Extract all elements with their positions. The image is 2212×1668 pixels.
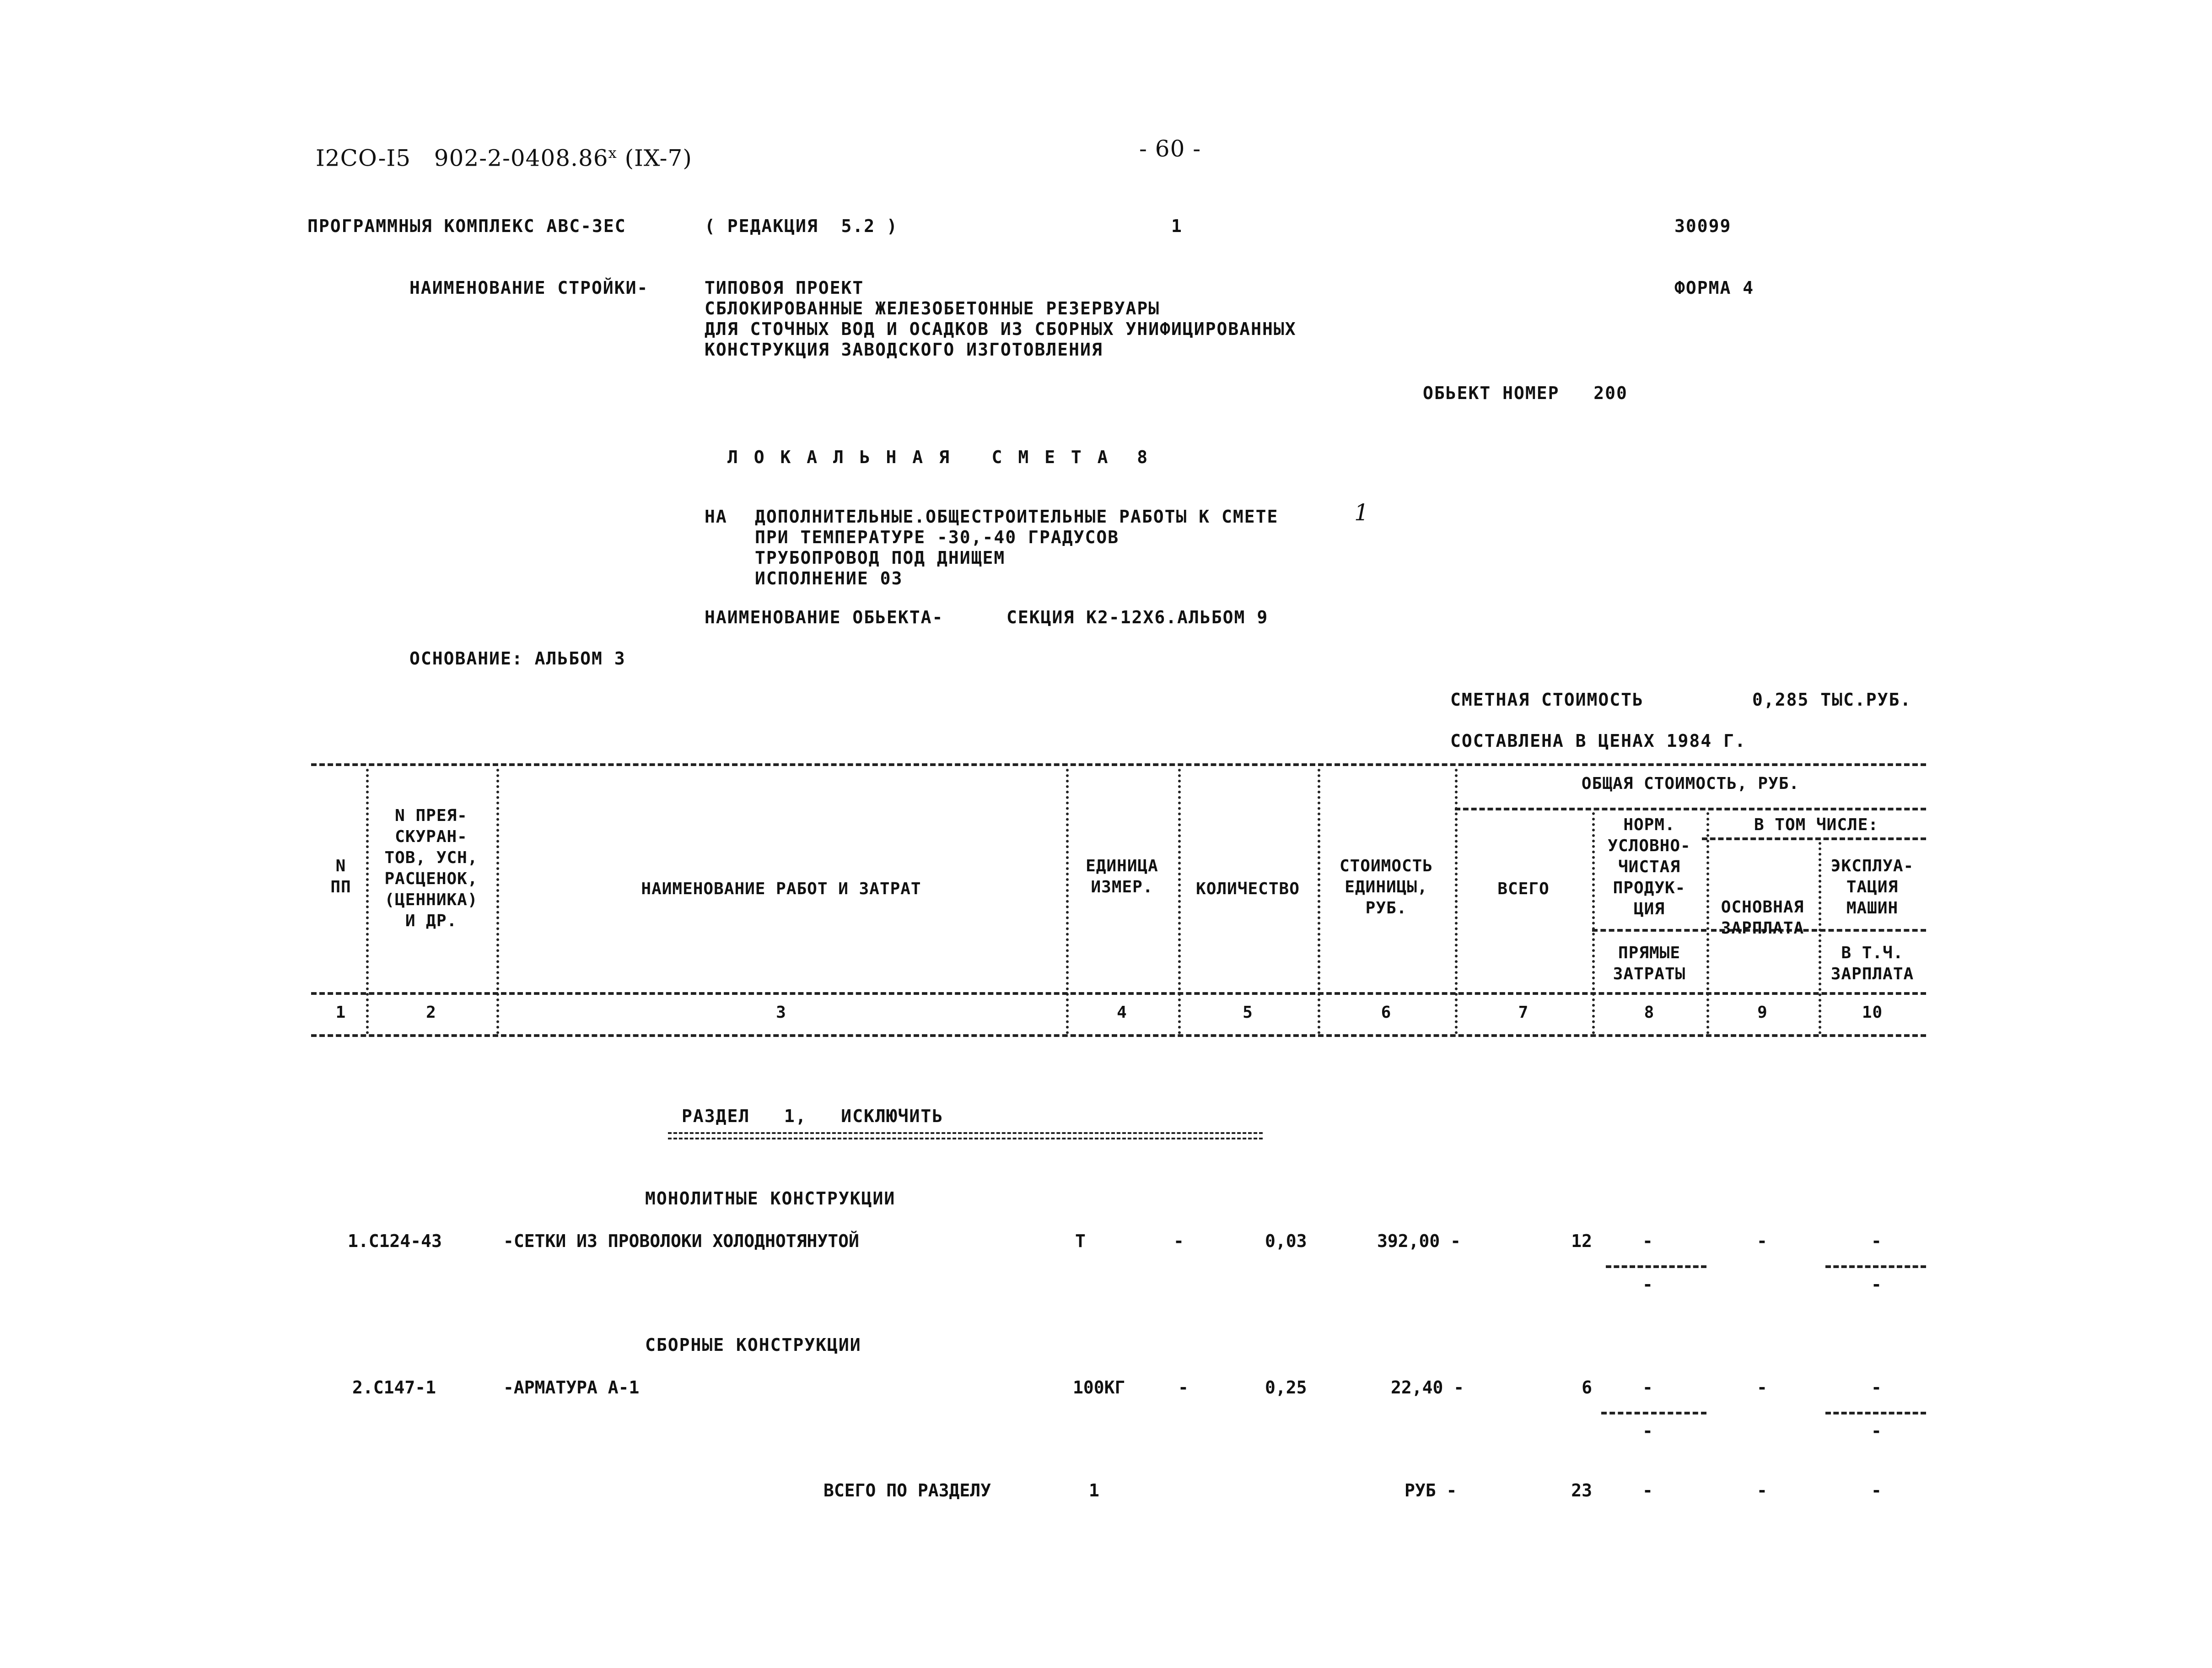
header-col-5: КОЛИЧЕСТВО bbox=[1196, 880, 1300, 898]
group-title-1: МОНОЛИТНЫЕ КОНСТРУКЦИИ bbox=[645, 1188, 896, 1209]
header-bottom-rule bbox=[311, 992, 1926, 995]
row-1-c8b: - bbox=[1642, 1274, 1653, 1295]
header-col-9: ОСНОВНАЯ ЗАРПЛАТА bbox=[1721, 898, 1804, 938]
col-sep-2 bbox=[496, 769, 499, 1034]
doc-code-c: (IX-7) bbox=[624, 145, 692, 172]
row-1-c10-rule bbox=[1825, 1265, 1926, 1268]
col-number-8: 8 bbox=[1644, 1003, 1655, 1022]
basis: ОСНОВАНИЕ: АЛЬБОМ 3 bbox=[409, 648, 626, 669]
cost-label: СМЕТНАЯ СТОИМОСТЬ bbox=[1450, 690, 1644, 710]
header-col-4: ЕДИНИЦА ИЗМЕР. bbox=[1086, 857, 1158, 896]
estimate-on-line-3: ТРУБОПРОВОД ПОД ДНИЩЕМ bbox=[755, 548, 1006, 568]
program-name: ПРОГРАММНЫЯ КОМПЛЕКС АВС-3ЕС bbox=[307, 216, 626, 236]
col-sep-4 bbox=[1178, 769, 1181, 1034]
col-number-5: 5 bbox=[1243, 1003, 1253, 1022]
row-1-price: 392,00 - bbox=[1377, 1231, 1461, 1251]
group-title-2: СБОРНЫЕ КОНСТРУКЦИИ bbox=[645, 1335, 861, 1355]
row-1-c10b: - bbox=[1871, 1274, 1882, 1295]
header-col-1: N ПП bbox=[330, 857, 351, 896]
row-2-total: 6 bbox=[1582, 1377, 1592, 1398]
row-1-qty-sign: - bbox=[1173, 1231, 1184, 1251]
summary-c10: - bbox=[1871, 1480, 1882, 1501]
object-number-value: 200 bbox=[1593, 383, 1628, 403]
col-sep-3 bbox=[1066, 769, 1069, 1034]
doc-code bbox=[316, 146, 692, 170]
col-number-6: 6 bbox=[1381, 1003, 1392, 1022]
construction-label: НАИМЕНОВАНИЕ СТРОЙКИ- bbox=[409, 278, 649, 298]
object-name-label: НАИМЕНОВАНИЕ ОБЬЕКТА- bbox=[705, 607, 944, 627]
sheet-number: 1 bbox=[1171, 216, 1183, 236]
c8-split-rule bbox=[1592, 929, 1706, 932]
header-col-8: НОРМ. УСЛОВНО- ЧИСТАЯ ПРОДУК- ЦИЯ bbox=[1608, 815, 1691, 918]
row-2-c9: - bbox=[1757, 1377, 1767, 1398]
summary-unit: РУБ - bbox=[1405, 1480, 1457, 1501]
estimate-title: Л О К А Л Ь Н А Я С М Е Т А 8 bbox=[727, 447, 1151, 467]
page-number: - 60 - bbox=[1139, 135, 1201, 162]
header-col-10: ЭКСПЛУА- ТАЦИЯ МАШИН bbox=[1830, 857, 1914, 918]
col-number-4: 4 bbox=[1117, 1003, 1127, 1022]
incl-rule bbox=[1702, 837, 1926, 840]
object-number-label: ОБЬЕКТ НОМЕР bbox=[1423, 383, 1560, 403]
col-number-7: 7 bbox=[1518, 1003, 1529, 1022]
doc-code-sup: x bbox=[608, 144, 617, 162]
header-total-cost: ОБЩАЯ СТОИМОСТЬ, РУБ. bbox=[1581, 774, 1800, 793]
numbers-bottom-rule bbox=[311, 1034, 1926, 1037]
doc-code-a: I2CO-I5 bbox=[316, 145, 411, 172]
col-sep-6 bbox=[1455, 769, 1458, 1034]
header-col-10b: В Т.Ч. ЗАРПЛАТА bbox=[1830, 944, 1914, 983]
row-2-qty-sign: - bbox=[1178, 1377, 1189, 1398]
row-2-unit: 100КГ bbox=[1073, 1377, 1125, 1398]
row-1-qty: 0,03 bbox=[1265, 1231, 1307, 1251]
header-col-8b: ПРЯМЫЕ ЗАТРАТЫ bbox=[1613, 944, 1686, 983]
construction-line-3: ДЛЯ СТОЧНЫХ ВОД И ОСАДКОВ ИЗ СБОРНЫХ УНИФИЦИРОВАННЫХ bbox=[705, 319, 1297, 339]
row-1-code: 1.С124-43 bbox=[348, 1231, 442, 1251]
col-number-3: 3 bbox=[776, 1003, 786, 1022]
program-edition: ( РЕДАКЦИЯ 5.2 ) bbox=[705, 216, 898, 236]
object-name-value: СЕКЦИЯ К2-12Х6.АЛЬБОМ 9 bbox=[1006, 607, 1269, 627]
row-2-price: 22,40 - bbox=[1391, 1377, 1464, 1398]
row-2-c10b: - bbox=[1871, 1421, 1882, 1441]
estimate-on-line-2: ПРИ ТЕМПЕРАТУРЕ -30,-40 ГРАДУСОВ bbox=[755, 527, 1119, 547]
cost-value: 0,285 ТЫС.РУБ. bbox=[1752, 690, 1912, 710]
row-2-code: 2.С147-1 bbox=[352, 1377, 436, 1398]
row-2-qty: 0,25 bbox=[1265, 1377, 1307, 1398]
header-incl: В ТОМ ЧИСЛЕ: bbox=[1754, 815, 1879, 834]
construction-line-2: СБЛОКИРОВАННЫЕ ЖЕЛЕЗОБЕТОННЫЕ РЕЗЕРВУАРЫ bbox=[705, 298, 1160, 318]
estimate-on-line-1: ДОПОЛНИТЕЛЬНЫЕ.ОБЩЕСТРОИТЕЛЬНЫЕ РАБОТЫ К СМЕТЕ bbox=[755, 507, 1279, 527]
col-number-1: 1 bbox=[335, 1003, 346, 1022]
handwritten-estimate-number: 1 bbox=[1354, 499, 1369, 526]
estimate-on-line-4: ИСПОЛНЕНИЕ 03 bbox=[755, 568, 903, 588]
row-1-c9: - bbox=[1757, 1231, 1767, 1251]
header-col-7: ВСЕГО bbox=[1497, 880, 1550, 898]
header-col-3: НАИМЕНОВАНИЕ РАБОТ И ЗАТРАТ bbox=[641, 880, 921, 898]
row-2-name: -АРМАТУРА А-1 bbox=[503, 1377, 640, 1398]
row-1-name: -СЕТКИ ИЗ ПРОВОЛОКИ ХОЛОДНОТЯНУТОЙ bbox=[503, 1231, 859, 1251]
summary-c9: - bbox=[1757, 1480, 1767, 1501]
row-2-c8b: - bbox=[1642, 1421, 1653, 1441]
row-1-unit: Т bbox=[1075, 1231, 1086, 1251]
row-1-c8-rule bbox=[1606, 1265, 1706, 1268]
row-2-c8: - bbox=[1642, 1377, 1653, 1398]
summary-label: ВСЕГО ПО РАЗДЕЛУ bbox=[823, 1480, 991, 1501]
summary-total: 23 bbox=[1571, 1480, 1592, 1501]
program-code: 30099 bbox=[1674, 216, 1732, 236]
summary-number: 1 bbox=[1089, 1480, 1099, 1501]
header-col-2: N ПРЕЯ- СКУРАН- ТОВ, УСН, РАСЦЕНОК, (ЦЕННИКА) И ДР. bbox=[384, 806, 478, 930]
row-2-c10: - bbox=[1871, 1377, 1882, 1398]
doc-code-b: 902-2-0408.86 bbox=[434, 145, 608, 172]
row-2-c8-rule bbox=[1601, 1412, 1706, 1414]
col-number-10: 10 bbox=[1862, 1003, 1883, 1022]
row-1-total: 12 bbox=[1571, 1231, 1592, 1251]
row-2-c10-rule bbox=[1825, 1412, 1926, 1414]
estimate-on-prefix: НА bbox=[705, 507, 727, 527]
object-number bbox=[1423, 384, 1628, 402]
row-1-c10: - bbox=[1871, 1231, 1882, 1251]
header-col-6: СТОИМОСТЬ ЕДИНИЦЫ, РУБ. bbox=[1339, 857, 1433, 918]
prices-year: СОСТАВЛЕНА В ЦЕНАХ 1984 Г. bbox=[1450, 731, 1746, 751]
construction-line-4: КОНСТРУКЦИЯ ЗАВОДСКОГО ИЗГОТОВЛЕНИЯ bbox=[705, 340, 1103, 360]
row-1-c8: - bbox=[1642, 1231, 1653, 1251]
summary-c8: - bbox=[1642, 1480, 1653, 1501]
total-cost-rule bbox=[1455, 808, 1926, 810]
construction-line-1: ТИПОВОЯ ПРОЕКТ bbox=[705, 278, 864, 298]
section-title: РАЗДЕЛ 1, ИСКЛЮЧИТЬ bbox=[682, 1106, 944, 1126]
col-number-9: 9 bbox=[1757, 1003, 1768, 1022]
section-title-underline bbox=[668, 1132, 1263, 1139]
form-number: ФОРМА 4 bbox=[1674, 278, 1755, 298]
table-top-rule bbox=[311, 763, 1926, 766]
col-number-2: 2 bbox=[426, 1003, 436, 1022]
